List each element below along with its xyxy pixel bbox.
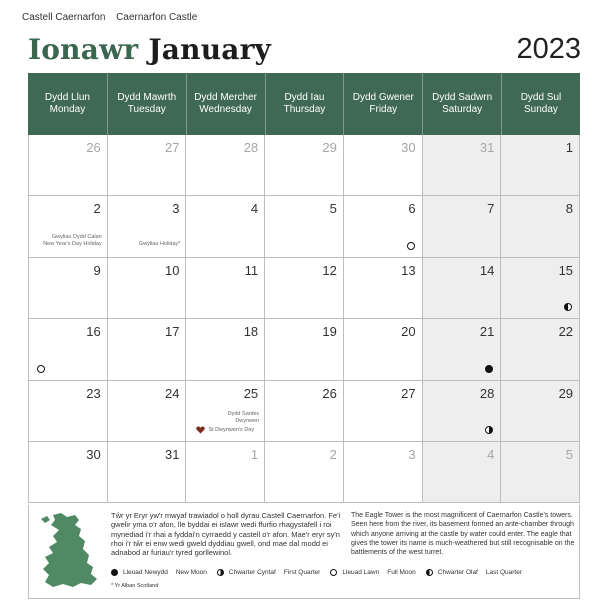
day-cell[interactable] — [265, 258, 344, 318]
legend-welsh: Lleuad Newydd — [123, 569, 168, 576]
new-moon-icon — [485, 365, 493, 373]
year: 2023 — [516, 33, 581, 65]
day-cell[interactable] — [186, 258, 265, 318]
day-cell[interactable] — [501, 319, 580, 379]
weekday-sunday — [501, 73, 580, 135]
weekday-welsh: Dydd Gwener — [352, 92, 414, 103]
day-number: 24 — [164, 385, 180, 401]
day-cell[interactable] — [501, 381, 580, 441]
day-number: 5 — [565, 446, 574, 462]
month-english: January — [148, 33, 272, 66]
day-number: 5 — [329, 201, 337, 217]
day-number: 29 — [322, 140, 337, 155]
day-number: 20 — [401, 324, 416, 340]
holiday-note — [139, 241, 181, 248]
legend-first-quarter — [217, 569, 320, 576]
first-quarter-moon-icon — [217, 569, 224, 576]
day-number: 1 — [565, 140, 574, 155]
month-welsh: Ionawr — [28, 33, 139, 66]
day-number: 3 — [172, 201, 180, 217]
last-quarter-moon-icon — [426, 569, 433, 576]
day-number: 21 — [479, 324, 495, 340]
weekday-tuesday — [107, 73, 186, 135]
day-cell[interactable] — [344, 258, 423, 318]
legend-welsh: Chwarter Olaf — [437, 569, 478, 576]
week-row — [29, 381, 580, 442]
legend-new-moon — [111, 569, 207, 576]
day-number: 28 — [479, 385, 495, 401]
weekday-welsh: Dydd Sadwrn — [432, 92, 493, 103]
day-number: 12 — [322, 262, 337, 278]
day-number: 23 — [86, 385, 101, 401]
day-number: 6 — [408, 201, 416, 217]
day-cell[interactable] — [265, 442, 344, 502]
day-number: 13 — [401, 262, 416, 278]
day-cell[interactable] — [29, 381, 108, 441]
day-number: 15 — [558, 262, 574, 278]
weekday-english: Tuesday — [127, 104, 166, 115]
heart-icon — [196, 426, 205, 434]
weekday-welsh: Dydd Mercher — [194, 92, 258, 103]
day-cell[interactable] — [344, 442, 423, 502]
day-cell[interactable] — [265, 319, 344, 379]
day-number: 2 — [329, 446, 337, 462]
day-number: 29 — [558, 385, 574, 401]
saint-day-label: St Dwynwen's Day — [208, 426, 255, 433]
weekday-english: Sunday — [524, 104, 558, 115]
first-quarter-moon-icon — [485, 426, 493, 434]
weekday-wednesday — [186, 73, 265, 135]
day-cell[interactable] — [29, 258, 108, 318]
day-number: 4 — [487, 446, 495, 462]
week-row — [29, 442, 580, 503]
legend-english: First Quarter — [283, 569, 321, 576]
holiday-note — [43, 234, 102, 248]
day-number: 10 — [164, 262, 180, 278]
week-row — [29, 319, 580, 380]
last-quarter-moon-icon — [564, 303, 572, 311]
day-number: 30 — [401, 140, 416, 155]
day-number: 7 — [487, 201, 495, 217]
weekday-english: Saturday — [442, 104, 483, 115]
site-name-english: Caernarfon Castle — [116, 12, 198, 23]
day-number: 30 — [86, 446, 101, 462]
weekday-english: Thursday — [283, 104, 326, 115]
day-number: 9 — [93, 262, 101, 278]
day-cell[interactable] — [423, 319, 502, 379]
site-name-welsh: Castell Caernarfon — [22, 12, 106, 23]
day-cell[interactable] — [108, 381, 187, 441]
day-number: 26 — [86, 140, 101, 155]
day-number: 31 — [479, 140, 495, 155]
day-cell[interactable] — [186, 135, 265, 195]
day-number: 8 — [565, 201, 574, 217]
weekday-welsh: Dydd Sul — [520, 92, 562, 103]
note-line: New Year's Day Holiday — [43, 240, 102, 247]
legend-welsh: Lleuad Lawn — [342, 569, 380, 576]
calendar-grid — [28, 73, 580, 505]
day-number: 27 — [164, 140, 180, 155]
weekday-thursday — [265, 73, 344, 135]
wales-map-icon — [35, 511, 103, 591]
day-number: 4 — [250, 201, 259, 217]
day-number: 1 — [250, 446, 259, 462]
day-number: 3 — [408, 446, 416, 462]
legend-english: New Moon — [175, 569, 207, 576]
weekday-english: Wednesday — [199, 104, 252, 115]
weekday-header — [28, 73, 580, 135]
note-line: Gwyliau Holiday* — [138, 240, 181, 247]
day-number: 31 — [164, 446, 180, 462]
saint-day-note — [228, 411, 260, 425]
day-number: 27 — [401, 385, 416, 401]
day-cell[interactable] — [108, 196, 187, 256]
legend-english: Last Quarter — [485, 569, 523, 576]
legend-full-moon — [330, 569, 415, 576]
week-row — [29, 258, 580, 319]
day-cell[interactable] — [344, 196, 423, 256]
day-cell[interactable] — [108, 319, 187, 379]
day-cell[interactable] — [265, 381, 344, 441]
day-cell[interactable] — [344, 135, 423, 195]
description-english: The Eagle Tower is the most magnificent of Caernarfon Castle's towers. Seen here from the river, its basement formed an ante-chamber through which anyone arriving at the castle by water could enter. The eagle that gives the tower its name is much-weathered but still recognisable on the battlements of the west turret. — [351, 512, 575, 557]
day-cell[interactable] — [423, 135, 502, 195]
weekday-monday — [28, 73, 107, 135]
day-cell[interactable] — [186, 381, 265, 441]
week-row — [29, 196, 580, 257]
day-cell[interactable] — [423, 442, 502, 502]
day-cell[interactable] — [344, 319, 423, 379]
weekday-welsh: Dydd Llun — [44, 92, 90, 103]
weekday-friday — [343, 73, 422, 135]
note-line: Dydd Santes — [227, 410, 260, 417]
weekday-saturday — [422, 73, 501, 135]
scotland-note: * Yr Alban Scotland — [111, 583, 159, 589]
day-cell[interactable] — [501, 135, 580, 195]
description-welsh: Tŵr yr Eryr yw'r mwyaf trawiadol o holl dyrau Castell Caernarfon. Fe'i gwelir yma o'r afon, lle byddai ei islawr wedi ffurfio rhagystafell i roi mynediad i'r rhai a fyddai'n cyrraedd y castell o'r afon. Mae'r eryr sy'n rhoi i'r tŵr ei enw wedi gweld dyddiau gwell, ond mae dal modd ei adnabod ar furiau'r tyred gorllewinol. — [111, 511, 341, 558]
day-number: 2 — [93, 201, 101, 217]
day-number: 18 — [243, 324, 259, 340]
full-moon-icon — [407, 242, 415, 250]
day-cell[interactable] — [108, 442, 187, 502]
day-number: 28 — [243, 140, 259, 155]
day-number: 16 — [86, 324, 101, 340]
day-cell[interactable] — [344, 381, 423, 441]
footer-panel — [28, 505, 580, 599]
day-cell[interactable] — [186, 196, 265, 256]
day-cell[interactable] — [108, 258, 187, 318]
legend-english: Full Moon — [387, 569, 416, 576]
day-cell[interactable] — [29, 135, 108, 195]
day-cell[interactable] — [29, 319, 108, 379]
day-cell[interactable] — [29, 196, 108, 256]
day-number: 11 — [244, 262, 259, 278]
weeks — [28, 135, 580, 503]
weekday-welsh: Dydd Iau — [284, 92, 325, 103]
day-cell[interactable] — [501, 258, 580, 318]
legend-welsh: Chwarter Cyntaf — [228, 569, 276, 576]
day-cell[interactable] — [29, 442, 108, 502]
day-number: 25 — [243, 385, 259, 401]
day-cell[interactable] — [423, 196, 502, 256]
day-number: 22 — [558, 324, 574, 340]
full-moon-icon — [37, 365, 45, 373]
month-title — [28, 33, 271, 66]
weekday-welsh: Dydd Mawrth — [117, 92, 177, 103]
day-cell[interactable] — [265, 135, 344, 195]
day-cell[interactable] — [186, 442, 265, 502]
day-cell[interactable] — [265, 196, 344, 256]
week-row — [29, 135, 580, 196]
full-moon-icon — [330, 569, 337, 576]
site-name — [22, 12, 197, 23]
day-number: 19 — [322, 324, 337, 340]
day-cell[interactable] — [423, 381, 502, 441]
note-line: Gwyliau Dydd Calan — [51, 233, 102, 240]
new-moon-icon — [111, 569, 118, 576]
weekday-english: Friday — [369, 104, 398, 115]
day-cell[interactable] — [108, 135, 187, 195]
day-number: 14 — [479, 262, 495, 278]
day-cell[interactable] — [501, 442, 580, 502]
legend-last-quarter — [426, 569, 522, 576]
note-line: Dwynwen — [235, 417, 260, 424]
moon-legend — [111, 569, 532, 576]
day-cell[interactable] — [186, 319, 265, 379]
day-cell[interactable] — [423, 258, 502, 318]
day-cell[interactable] — [501, 196, 580, 256]
day-number: 26 — [322, 385, 337, 401]
day-number: 17 — [164, 324, 180, 340]
weekday-english: Monday — [49, 104, 86, 115]
